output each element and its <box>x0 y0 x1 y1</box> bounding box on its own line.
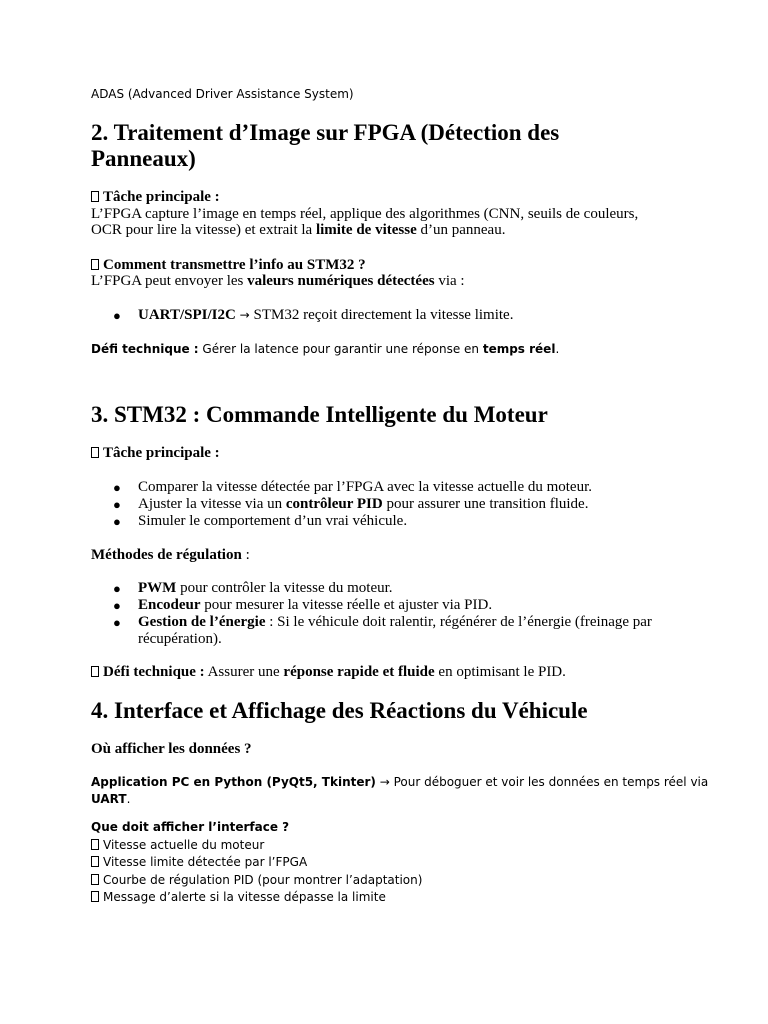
checkbox-glyph-icon <box>91 259 99 270</box>
checkbox-glyph-icon <box>91 856 99 867</box>
bullet-icon: ● <box>113 308 121 323</box>
document-header: ADAS (Advanced Driver Assistance System) <box>91 87 354 101</box>
bullet-icon: ● <box>113 480 121 495</box>
s3-task-label: Tâche principale : <box>91 445 220 462</box>
list-item: ● Gestion de l’énergie : Si le véhicule doit ralentir, régénérer de l’énergie (freinage par récupération). <box>113 614 652 647</box>
checkbox-glyph-icon <box>91 891 99 902</box>
list-item: ● PWM pour contrôler la vitesse du moteur. <box>113 580 393 596</box>
list-item: ● Ajuster la vitesse via un contrôleur PID pour assurer une transition fluide. <box>113 496 589 512</box>
list-item: ● Simuler le comportement d’un vrai véhicule. <box>113 513 408 529</box>
bullet-icon: ● <box>113 615 121 630</box>
bullet-icon: ● <box>113 497 121 512</box>
checkbox-glyph-icon <box>91 191 99 202</box>
bullet-icon: ● <box>113 514 121 529</box>
list-item: Vitesse actuelle du moteur <box>91 837 264 854</box>
list-item: ● UART/SPI/I2C → STM32 reçoit directement la vitesse limite. <box>113 307 514 323</box>
s2-how-label: Comment transmettre l’info au STM32 ? <box>91 257 366 274</box>
s3-defi-text: Défi technique : Assurer une réponse rapide et fluide en optimisant le PID. <box>91 664 566 681</box>
section-4-title: 4. Interface et Affichage des Réactions du Véhicule <box>91 698 588 723</box>
section-3-title: 3. STM32 : Commande Intelligente du Moteur <box>91 402 548 427</box>
list-item: ● Comparer la vitesse détectée par l’FPGA avec la vitesse actuelle du moteur. <box>113 479 593 495</box>
bullet-icon: ● <box>113 598 121 613</box>
s2-task-line1: L’FPGA capture l’image en temps réel, applique des algorithmes (CNN, seuils de couleurs, <box>91 206 639 222</box>
s3-methods-label: Méthodes de régulation : <box>91 547 250 563</box>
list-item: Vitesse limite détectée par l’FPGA <box>91 854 307 871</box>
s2-how-text: L’FPGA peut envoyer les valeurs numériques détectées via : <box>91 273 465 289</box>
s2-defi-text: Défi technique : Gérer la latence pour garantir une réponse en temps réel. <box>91 342 560 356</box>
checkbox-glyph-icon <box>91 447 99 458</box>
s2-task-line2: OCR pour lire la vitesse) et extrait la limite de vitesse d’un panneau. <box>91 222 506 238</box>
bullet-icon: ● <box>113 581 121 596</box>
list-item: Message d’alerte si la vitesse dépasse la limite <box>91 889 386 906</box>
s4-what-label: Que doit afficher l’interface ? <box>91 820 290 834</box>
section-2-title: 2. Traitement d’Image sur FPGA (Détection des Panneaux) <box>91 120 560 171</box>
checkbox-glyph-icon <box>91 874 99 885</box>
list-item: Courbe de régulation PID (pour montrer l’adaptation) <box>91 872 422 889</box>
checkbox-glyph-icon <box>91 666 99 677</box>
s4-app-line1: Application PC en Python (PyQt5, Tkinter) → Pour déboguer et voir les données en temps réel via <box>91 775 709 789</box>
s4-app-line2: UART. <box>91 792 131 806</box>
list-item: ● Encodeur pour mesurer la vitesse réelle et ajuster via PID. <box>113 597 493 613</box>
checkbox-glyph-icon <box>91 839 99 850</box>
s2-task-label: Tâche principale : <box>91 189 220 206</box>
s4-where-label: Où afficher les données ? <box>91 741 252 757</box>
